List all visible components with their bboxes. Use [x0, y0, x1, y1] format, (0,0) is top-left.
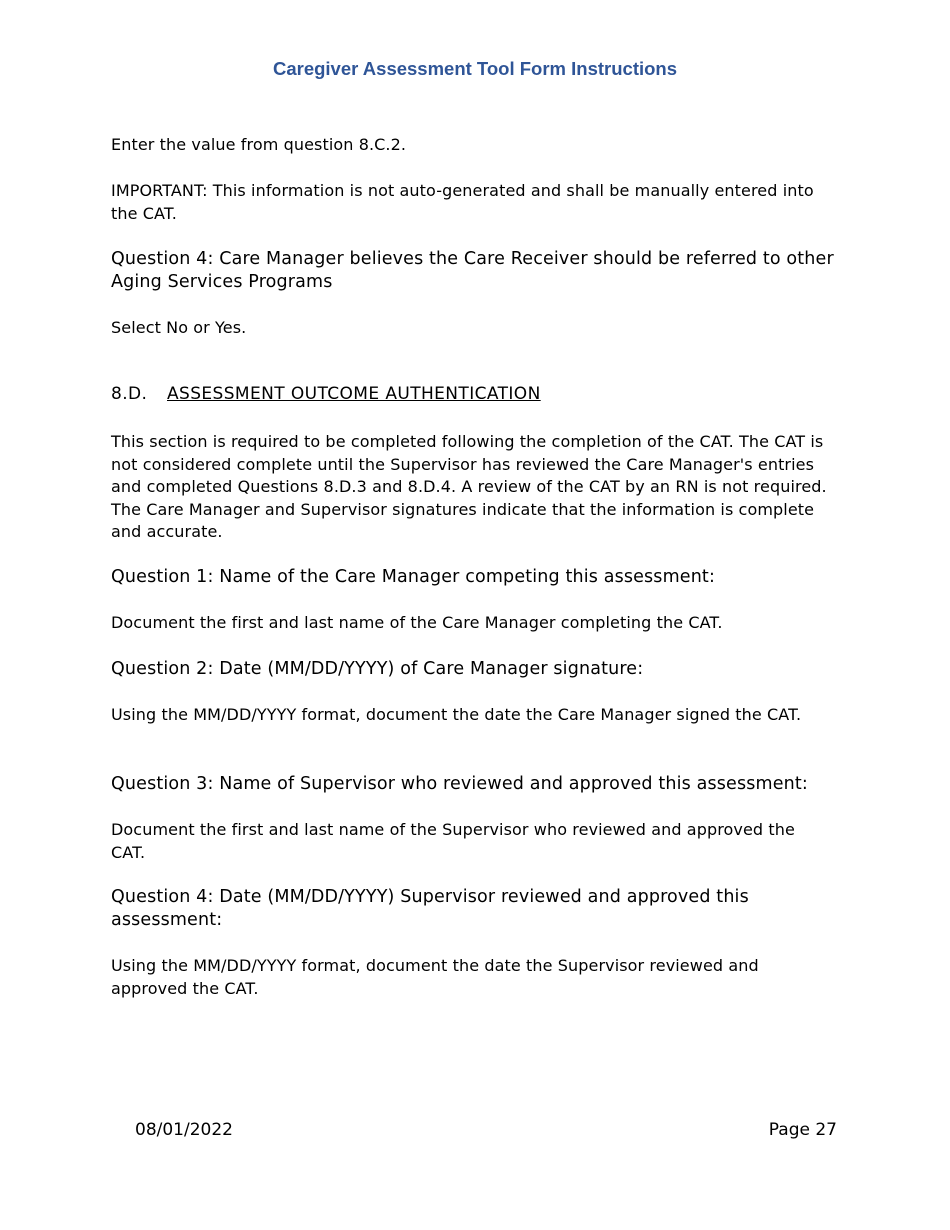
section-title: ASSESSMENT OUTCOME AUTHENTICATION: [167, 384, 541, 404]
question-1-heading: Question 1: Name of the Care Manager competing this assessment:: [111, 567, 715, 587]
question-4-heading: Question 4: Date (MM/DD/YYYY) Supervisor reviewed and approved this assessment:: [111, 887, 749, 930]
question-1-instruction: Document the first and last name of the Care Manager completing the CAT.: [111, 613, 723, 632]
question-4-instruction: Using the MM/DD/YYYY format, document the date the Supervisor reviewed and approved the CAT.: [111, 956, 759, 998]
section-number: 8.D.: [111, 384, 148, 404]
section-8d-heading: [111, 384, 841, 404]
question-4-referral-heading: Question 4: Care Manager believes the Care Receiver should be referred to other Aging Services Programs: [111, 249, 834, 292]
question-2-heading: Question 2: Date (MM/DD/YYYY) of Care Manager signature:: [111, 659, 644, 679]
page-header-title: Caregiver Assessment Tool Form Instructions: [272, 58, 678, 79]
question-2-instruction: Using the MM/DD/YYYY format, document the date the Care Manager signed the CAT.: [111, 705, 802, 724]
footer-date: 08/01/2022: [135, 1120, 233, 1140]
enter-value-paragraph: Enter the value from question 8.C.2.: [111, 135, 407, 154]
question-3-heading: Question 3: Name of Supervisor who reviewed and approved this assessment:: [111, 774, 808, 794]
question-3-instruction: Document the first and last name of the Supervisor who reviewed and approved the CAT.: [111, 820, 795, 862]
select-paragraph: Select No or Yes.: [111, 318, 247, 337]
important-paragraph: IMPORTANT: This information is not auto-generated and shall be manually entered into the CAT.: [111, 181, 814, 223]
section-intro-paragraph: This section is required to be completed following the completion of the CAT. The CAT is not considered complete until the Supervisor has reviewed the Care Manager's entries and completed Questions 8.D.3 and 8.D.4. A review of the CAT by an RN is not required. The Care Manager and Supervisor signatures indicate that the information is complete and accurate.: [111, 432, 827, 541]
footer-page-number: Page 27: [768, 1120, 837, 1140]
